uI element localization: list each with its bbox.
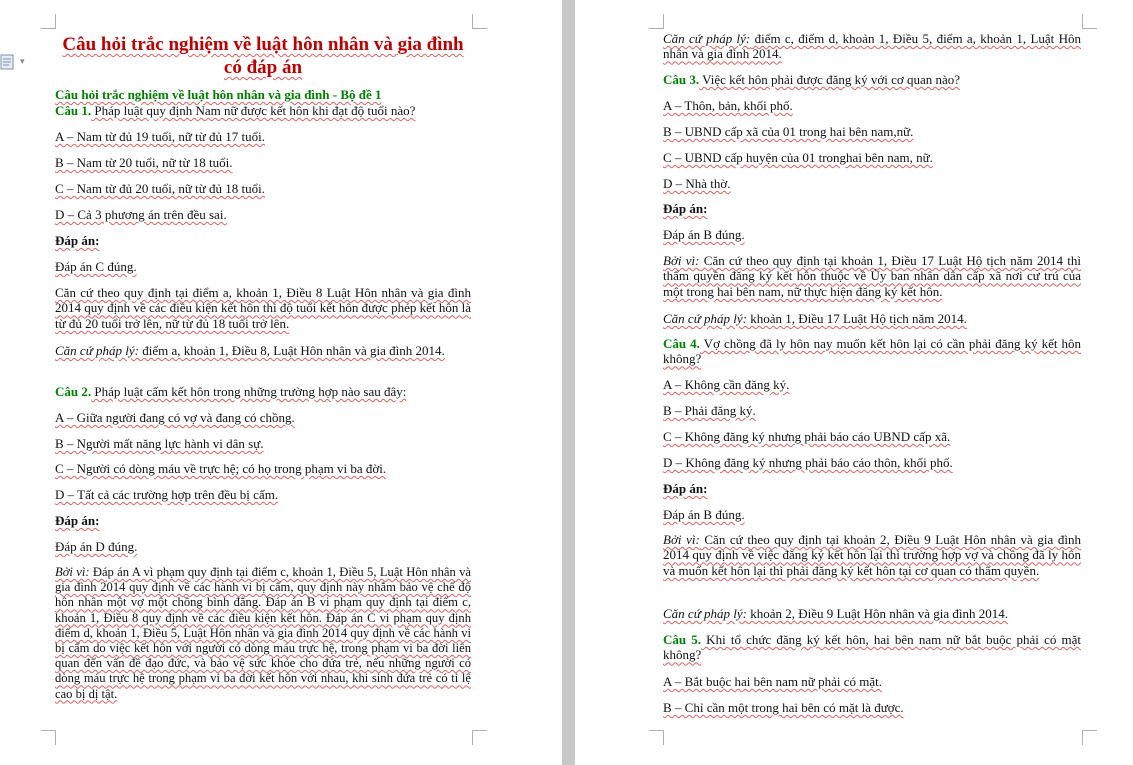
q3-answer-heading: Đáp án: <box>663 201 708 216</box>
q2-answer-heading: Đáp án: <box>55 513 100 528</box>
crop-mark-top-right <box>1082 14 1097 29</box>
q2-option-a: A – Giữa người đang có vợ và đang có chồng. <box>55 410 295 425</box>
q2-option-b: B – Người mất năng lực hành vi dân sự. <box>55 436 264 451</box>
reason-label: Bởi vì: <box>663 253 700 268</box>
legal-label: Căn cứ pháp lý: <box>55 343 139 358</box>
crop-mark-bottom-right <box>472 730 487 745</box>
q4-option-a: A – Không cần đăng ký. <box>663 377 790 392</box>
q1-legal-basis <box>55 343 471 358</box>
q3-option-b: B – UBND cấp xã của 01 trong hai bên nam,nữ. <box>663 124 914 139</box>
crop-mark-top-left <box>649 14 664 29</box>
question-text: Khi tổ chức đăng ký kết hôn, hai bên nam nữ bắt buộc phải có mặt không? <box>663 632 1081 663</box>
q1-explanation: Căn cứ theo quy định tại điểm a, khoản 1, Điều 8 Luật Hôn nhân và gia đình 2014 quy định về các điều kiện kết hôn thì độ tuổi kết hôn được phép kết hôn là từ đủ 20 tuổi trở lên, nữ từ đủ 18 tuổi trở lên. <box>55 285 471 331</box>
question-4 <box>663 336 1081 367</box>
q2-reason <box>55 565 471 702</box>
chevron-down-icon[interactable]: ▾ <box>20 57 25 67</box>
page-gutter <box>562 0 575 765</box>
question-label: Câu 3. <box>663 72 700 87</box>
legal-label: Căn cứ pháp lý: <box>663 31 751 46</box>
crop-mark-bottom-right <box>1082 730 1097 745</box>
q3-legal-basis <box>663 311 1081 326</box>
legal-text: điểm c, điểm d, khoản 1, Điều 5, điểm a, khoản 1, Luật Hôn nhân và gia đình 2014. <box>663 31 1081 62</box>
question-text: Pháp luật quy định Nam nữ được kết hôn khi đạt độ tuổi nào? <box>91 103 416 118</box>
legal-text: khoản 1, Điều 17 Luật Hộ tịch năm 2014. <box>747 311 967 326</box>
q1-option-b: B – Nam từ 20 tuổi, nữ từ 18 tuổi. <box>55 155 233 170</box>
q4-answer: Đáp án B đúng. <box>663 507 745 522</box>
reason-text: Căn cứ theo quy định tại khoản 2, Điều 9 Luật Hôn nhân và gia đình 2014 quy định về việc đăng ký kết hôn lại thì trường hợp vợ và chồng đã ly hôn và muốn kết hôn lại thì phải đăng ký kết hôn tại cơ quan có thẩm quyền. <box>663 532 1082 578</box>
question-2 <box>55 384 471 399</box>
crop-mark-top-left <box>41 14 56 29</box>
q4-answer-heading: Đáp án: <box>663 481 708 496</box>
reason-label: Bởi vì: <box>55 565 90 579</box>
question-3 <box>663 72 1081 87</box>
q1-answer-heading: Đáp án: <box>55 233 100 248</box>
question-text: Việc kết hôn phải được đăng ký với cơ quan nào? <box>699 72 961 87</box>
q2-option-d: D – Tất cả các trường hợp trên đều bị cấm. <box>55 487 279 502</box>
q4-option-c: C – Không đăng ký nhưng phải báo cáo UBND cấp xã. <box>663 429 951 444</box>
q1-option-a: A – Nam từ đủ 19 tuổi, nữ từ đủ 17 tuổi. <box>55 129 265 144</box>
legal-label: Căn cứ pháp lý: <box>663 606 747 621</box>
reason-label: Bởi vì: <box>663 532 700 547</box>
q5-option-b: B – Chỉ cần một trong hai bên có mặt là được. <box>663 700 904 715</box>
reason-text: Căn cứ theo quy định tại khoản 1, Điều 17 Luật Hộ tịch năm 2014 thì thẩm quyền đăng ký kết hôn thuộc về Ủy ban nhân dân cấp xã nơi cư trú của một trong hai bên nam, nữ thực hiện đăng ký kết hôn. <box>663 253 1081 299</box>
q4-option-b: B – Phải đăng ký. <box>663 403 756 418</box>
q1-answer: Đáp án C đúng. <box>55 259 137 274</box>
q2-legal-basis <box>663 31 1081 62</box>
q3-option-d: D – Nhà thờ. <box>663 176 731 191</box>
question-label: Câu 2. <box>55 384 92 399</box>
q2-option-c: C – Người có dòng máu về trực hệ; có họ trong phạm vi ba đời. <box>55 461 387 476</box>
q4-legal-basis <box>663 606 1081 621</box>
q3-option-a: A – Thôn, bản, khối phố. <box>663 98 793 113</box>
question-label: Câu 1. <box>55 103 92 118</box>
q4-reason <box>663 532 1081 578</box>
section-subtitle: Câu hỏi trắc nghiệm về luật hôn nhân và gia đình - Bộ đề 1 <box>55 87 382 102</box>
page-title: Câu hỏi trắc nghiệm về luật hôn nhân và gia đình có đáp án <box>62 34 464 78</box>
legal-label: Căn cứ pháp lý: <box>663 311 747 326</box>
q5-option-a: A – Bắt buộc hai bên nam nữ phải có mặt. <box>663 674 882 689</box>
q4-option-d: D – Không đăng ký nhưng phải báo cáo thôn, khối phố. <box>663 455 953 470</box>
legal-text: khoản 2, Điều 9 Luật Hôn nhân và gia đình 2014. <box>747 606 1009 621</box>
reason-text: Đáp án A vì phạm quy định tại điểm c, khoản 1, Điều 5, Luật Hôn nhân và gia đình 2014 quy định về các hành vi bị cấm, quy định này nhằm bảo vệ chế độ hôn nhân một vợ một chồng bình đẳng. Đáp án B vi phạm quy định tại điểm c, khoản 1, Điều 8 quy định về các điều kiện kết hôn. Đáp án C vi phạm quy định điểm d, khoản 1, Điều 5, Luật Hôn nhân và gia đình 2014 quy định về các hành vi bị cấm do việc kết hôn với người có dòng máu trực hệ, trong phạm vi ba đời liên quan đến vấn đề đạo đức, và bảo vệ sức khỏe cho đứa trẻ, nếu những người có dòng máu trực hệ trong phạm vi ba đời kết hôn với nhau, khi sinh đứa trẻ có tỉ lệ cao bị dị tật. <box>55 565 471 701</box>
q1-option-c: C – Nam từ đủ 20 tuổi, nữ từ đủ 18 tuổi. <box>55 181 265 196</box>
q1-option-d: D – Cả 3 phương án trên đều sai. <box>55 207 227 222</box>
question-label: Câu 5. <box>663 632 702 647</box>
q3-answer: Đáp án B đúng. <box>663 227 745 242</box>
question-label: Câu 4. <box>663 336 700 351</box>
q3-reason <box>663 253 1081 299</box>
q2-answer: Đáp án D đúng. <box>55 539 138 554</box>
q3-option-c: C – UBND cấp huyện của 01 tronghai bên nam, nữ. <box>663 150 933 165</box>
question-text: Pháp luật cấm kết hôn trong những trường hợp nào sau đây: <box>91 384 407 399</box>
legal-text: điểm a, khoản 1, Điều 8, Luật Hôn nhân và gia đình 2014. <box>139 343 445 358</box>
document-outline-icon[interactable] <box>0 54 14 70</box>
crop-mark-bottom-left <box>649 730 664 745</box>
crop-mark-top-right <box>472 14 487 29</box>
question-1 <box>55 103 471 118</box>
crop-mark-bottom-left <box>41 730 56 745</box>
question-text: Vợ chồng đã ly hôn nay muốn kết hôn lại có cần phải đăng ký kết hôn không? <box>663 336 1081 367</box>
question-5 <box>663 632 1081 663</box>
